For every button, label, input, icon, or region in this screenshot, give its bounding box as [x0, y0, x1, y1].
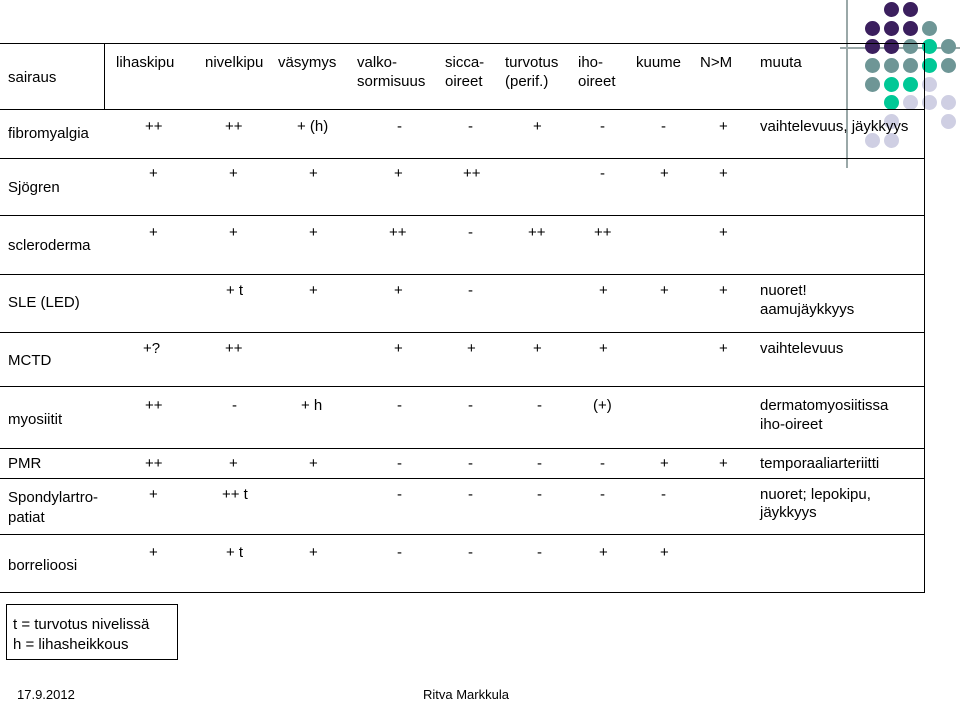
row-divider	[0, 109, 925, 110]
table-cell: -	[661, 118, 666, 135]
decorative-dot	[941, 39, 956, 54]
table-cell: +	[149, 486, 158, 503]
table-cell: ++	[528, 224, 546, 241]
header-skin-line2: oireet	[578, 73, 616, 90]
row-label: borrelioosi	[8, 557, 78, 574]
row-note: vaihtelevuus	[760, 340, 844, 357]
table-cell: -	[397, 397, 402, 414]
table-cell: + t	[226, 282, 244, 299]
legend-box	[6, 604, 178, 660]
table-cell: ++	[225, 340, 243, 357]
row-divider	[0, 274, 925, 275]
header-other: muuta	[760, 54, 802, 71]
row-divider	[0, 478, 925, 479]
table-cell: -	[537, 455, 542, 472]
row-note: vaihtelevuus, jäykkyys	[760, 118, 909, 135]
table-cell: (+)	[593, 397, 612, 414]
table-top-border	[0, 43, 925, 44]
decorative-dot	[884, 21, 899, 36]
table-cell: -	[600, 486, 605, 503]
table-cell: +	[719, 282, 728, 299]
decorative-dot	[941, 58, 956, 73]
table-cell: +	[309, 224, 318, 241]
footer-date: 17.9.2012	[17, 687, 75, 702]
table-cell: +	[719, 340, 728, 357]
table-cell: ++	[463, 165, 481, 182]
table-cell: + h	[301, 397, 323, 414]
grid-vertical-line	[846, 0, 848, 168]
table-cell: -	[537, 544, 542, 561]
table-cell: +	[229, 165, 238, 182]
header-skin-line1: iho-	[578, 54, 604, 71]
decorative-dot	[922, 21, 937, 36]
table-cell: +	[719, 455, 728, 472]
row-note: aamujäykkyys	[760, 301, 855, 318]
decorative-dot	[903, 21, 918, 36]
table-cell: +	[309, 165, 318, 182]
decorative-dot	[865, 77, 880, 92]
decorative-dot	[865, 58, 880, 73]
table-cell: ++	[145, 118, 163, 135]
row-label: patiat	[8, 509, 45, 526]
header-sicca-line1: sicca-	[445, 54, 485, 71]
row-note: nuoret; lepokipu,	[760, 486, 871, 503]
table-cell: +	[229, 224, 238, 241]
legend-weakness: h = lihasheikkous	[13, 636, 129, 653]
header-muscle-pain: lihaskipu	[116, 54, 175, 71]
decorative-dot	[903, 39, 918, 54]
table-cell: -	[397, 455, 402, 472]
row-divider	[0, 158, 925, 159]
table-cell: +	[660, 455, 669, 472]
table-cell: -	[397, 544, 402, 561]
table-cell: -	[600, 165, 605, 182]
decorative-dot	[903, 95, 918, 110]
table-cell: +	[309, 455, 318, 472]
row-divider	[0, 332, 925, 333]
table-cell: +	[467, 340, 476, 357]
table-bottom-border	[0, 592, 925, 593]
table-cell: -	[468, 224, 473, 241]
table-cell: +	[660, 544, 669, 561]
header-raynaud-line2: sormisuus	[357, 73, 426, 90]
table-cell: -	[468, 486, 473, 503]
decorative-dot	[884, 39, 899, 54]
table-cell: +	[719, 118, 728, 135]
table-cell: +	[394, 165, 403, 182]
row-divider	[0, 448, 925, 449]
row-label: SLE (LED)	[8, 294, 80, 311]
table-cell: +	[533, 340, 542, 357]
row-label: fibromyalgia	[8, 125, 89, 142]
table-cell: +	[309, 282, 318, 299]
table-cell: -	[232, 397, 237, 414]
row-note: iho-oireet	[760, 416, 823, 433]
table-cell: -	[537, 486, 542, 503]
row-note: dermatomyosiitissa	[760, 397, 889, 414]
table-cell: -	[661, 486, 666, 503]
table-cell: +	[599, 544, 608, 561]
decorative-dot	[884, 95, 899, 110]
table-cell: +	[660, 282, 669, 299]
row-divider	[0, 215, 925, 216]
header-fever: kuume	[636, 54, 682, 71]
table-cell: +	[533, 118, 542, 135]
table-cell: -	[600, 118, 605, 135]
decorative-dot	[884, 58, 899, 73]
table-right-border	[924, 43, 925, 593]
table-cell: -	[468, 118, 473, 135]
table-cell: +	[719, 224, 728, 241]
table-cell: +	[394, 282, 403, 299]
table-cell: +	[149, 544, 158, 561]
header-joint-pain: nivelkipu	[205, 54, 264, 71]
footer-author: Ritva Markkula	[423, 687, 509, 702]
table-cell: ++	[594, 224, 612, 241]
header-disease: sairaus	[8, 69, 57, 86]
decorative-dot	[865, 21, 880, 36]
table-cell: +	[149, 165, 158, 182]
row-divider	[0, 534, 925, 535]
table-cell: +	[394, 340, 403, 357]
decorative-dot	[884, 77, 899, 92]
table-cell: ++	[145, 455, 163, 472]
header-ratio: N>M	[700, 54, 733, 71]
row-divider	[0, 386, 925, 387]
table-cell: -	[468, 397, 473, 414]
header-fatigue: väsymys	[278, 54, 337, 71]
table-cell: -	[600, 455, 605, 472]
legend-swelling: t = turvotus nivelissä	[13, 616, 150, 633]
row-note: temporaaliarteriitti	[760, 455, 880, 472]
table-cell: +	[719, 165, 728, 182]
decorative-dot	[884, 2, 899, 17]
decorative-dot	[941, 114, 956, 129]
table-cell: +	[660, 165, 669, 182]
table-cell: +?	[143, 340, 161, 357]
table-cell: + (h)	[297, 118, 329, 135]
table-cell: +	[599, 282, 608, 299]
table-cell: +	[149, 224, 158, 241]
table-cell: -	[468, 282, 473, 299]
row-label: Sjögren	[8, 179, 60, 196]
decorative-dot	[865, 39, 880, 54]
row-label: scleroderma	[8, 237, 91, 254]
table-cell: + t	[226, 544, 244, 561]
decorative-dot	[903, 58, 918, 73]
table-cell: -	[397, 118, 402, 135]
table-cell: ++	[145, 397, 163, 414]
table-cell: ++	[389, 224, 407, 241]
table-cell: -	[537, 397, 542, 414]
table-cell: ++	[225, 118, 243, 135]
decorative-dot	[903, 77, 918, 92]
column-divider	[104, 43, 105, 109]
row-note: nuoret!	[760, 282, 807, 299]
header-raynaud-line1: valko-	[357, 54, 398, 71]
table-cell: -	[468, 544, 473, 561]
table-cell: -	[468, 455, 473, 472]
row-label: myosiitit	[8, 411, 63, 428]
header-swelling-line1: turvotus	[505, 54, 559, 71]
table-cell: +	[599, 340, 608, 357]
table-cell: +	[229, 455, 238, 472]
table-cell: -	[397, 486, 402, 503]
decorative-dot	[903, 2, 918, 17]
table-cell: ++ t	[222, 486, 248, 503]
header-sicca-line2: oireet	[445, 73, 483, 90]
row-label: PMR	[8, 455, 42, 472]
row-note: jäykkyys	[760, 504, 817, 521]
decorative-dot-grid	[840, 0, 960, 170]
header-swelling-line2: (perif.)	[505, 73, 549, 90]
decorative-dot	[941, 95, 956, 110]
row-label: MCTD	[8, 352, 52, 369]
row-label: Spondylartro-	[8, 489, 99, 506]
table-cell: +	[309, 544, 318, 561]
